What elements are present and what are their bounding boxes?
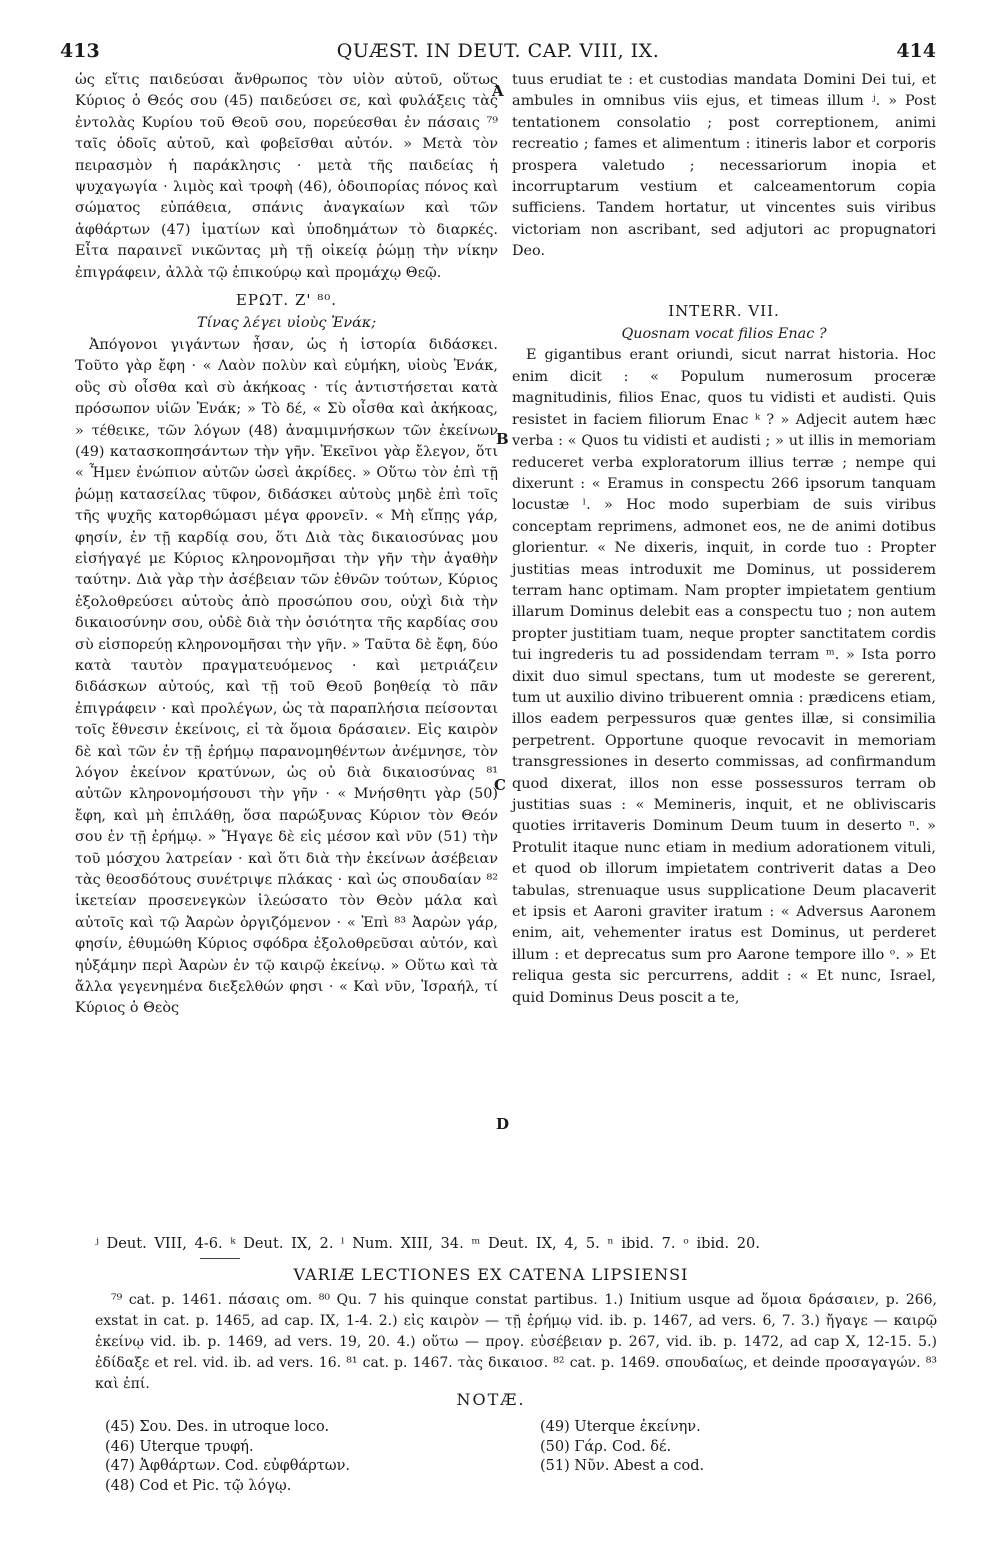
note-item: (48) Cod et Pic. τῷ λόγῳ. <box>105 1477 292 1494</box>
running-title: QUÆST. IN DEUT. CAP. VIII, IX. <box>336 40 660 62</box>
margin-mark-b: B <box>496 430 509 448</box>
latin-section-heading: INTERR. VII. <box>668 301 780 320</box>
margin-mark-d: D <box>496 1115 510 1133</box>
note-item: (45) Σου. Des. in utroque loco. <box>105 1419 330 1435</box>
note-item: (46) Uterque τρυφή. <box>105 1438 254 1455</box>
note-item: (50) Γάρ. Cod. δέ. <box>540 1438 672 1455</box>
notes-left-column <box>105 1418 505 1496</box>
latin-column <box>512 70 936 1009</box>
greek-section-title: Τίνας λέγει υἱοὺς Ἐνάκ; <box>196 315 377 332</box>
scripture-references: ʲ Deut. VIII, 4-6. ᵏ Deut. IX, 2. ˡ Num. XIII, 34. ᵐ Deut. IX, 4, 5. ⁿ ibid. 7. ᵒ ibid. 20. <box>95 1235 760 1252</box>
latin-body-paragraph: E gigantibus erant oriundi, sicut narrat historia. Hoc enim dicit : « Populum numerosum proceræ magnitudinis, filios Enac, quos tu vidisti et audisti. Quis resistet in faciem filiorum Enac ᵏ ? » Adjecit autem hæc verba : « Quos tu vidisti et audisti ; » ut illis in memoriam reduceret verba exploratorum illius terræ ; nempe qui dixerunt : « Eramus in conspectu 266 ipsorum tanquam locustæ ˡ. » Hoc modo superbiam de suis viribus conceptam reprimens, admonet eos, ne de animi dotibus glorientur. « Ne dixeris, inquit, in corde tuo : Propter justitias meas introduxit me Dominus, ut possiderem terram hanc optimam. Nam propter impietatem gentium illarum Dominus delebit eas a conspectu tuo ; non autem propter justitiam tuam, neque propter sanctitatem cordis tui ingrederis tu ad possidendam terram ᵐ. » Ista porro dixit duo simul spectans, tum ut modeste se gererent, tum ut auxilio divino tribuerent omnia : prædicens etiam, illos eadem perpessuros quæ gentes illæ, si consimilia perpetrent. Opportune quoque revocavit in memoriam transgressiones in deserto commissas, ad confirmandum quod dixerat, illos non esse possessuros terram ob justitias suas : « Memineris, inquit, et ne obliviscaris quoties irritaveris Dominum Deum tuum in deserto ⁿ. » Protulit itaque nunc etiam in medium adorationem vituli, et quod ob illorum impietatem contriverit datas a Deo tabulas, strenuaque usus supplicatione Deum placaverit et ipsis et Aaroni graviter iratum : « Adversus Aaronem enim, ait, vehementer iratus est Dominus, ut perderet illum : et deprecatus sum pro Aarone tempore illo ᵒ. » Et reliqua gesta sic percurrens, addit : « Et nunc, Israel, quid Dominus Deus poscit a te, <box>512 347 936 1006</box>
footnote-rule <box>200 1258 240 1259</box>
greek-section-heading: ΕΡΩΤ. Ζ' ⁸⁰. <box>235 291 338 310</box>
latin-section-title: Quosnam vocat filios Enac ? <box>621 326 827 343</box>
note-item: (49) Uterque ἐκείνην. <box>540 1419 701 1435</box>
variae-lectiones-title: VARIÆ LECTIONES EX CATENA LIPSIENSI <box>293 1265 689 1284</box>
greek-body-paragraph: Ἀπόγονοι γιγάντων ἦσαν, ὡς ἡ ἱστορία διδάσκει. Τοῦτο γὰρ ἔφη · « Λαὸν πολὺν καὶ εὐμήκη, υἱοὺς Ἐνάκ, οὓς σὺ οἶσθα καὶ σὺ ἀκήκοας · τίς ἀντιστήσεται κατὰ πρόσωπον υἱῶν Ἐνάκ; » Τὸ δέ, « Σὺ οἶσθα καὶ ἀκήκοας, » τέθεικε, τῶν λόγων (48) ἀναμιμνήσκων τῶν ἐκείνων (49) κατασκοπησάντων τὴν γῆν. Ἐκεῖνοι γὰρ ἔλεγον, ὅτι « Ἦμεν ἐνώπιον αὐτῶν ὡσεὶ ἀκρίδες. » Οὕτω τὸν ἐπὶ τῇ ῥώμῃ κατασείλας τῦφον, διδάσκει αὐτοὺς μηδὲ ἐπὶ τοῖς τῆς ψυχῆς κατορθώμασι μέγα φρονεῖν. « Μὴ εἴπῃς γάρ, φησίν, ἐν τῇ καρδίᾳ σου, ὅτι Διὰ τὰς δικαιοσύνας μου εἰσήγαγέ με Κύριος κληρονομῆσαι τὴν γῆν τὴν ἀγαθὴν ταύτην. Διὰ γὰρ τὴν ἀσέβειαν τῶν ἐθνῶν τούτων, Κύριος ἐξολοθρεύσει αὐτοὺς ἀπὸ προσώπου σου, οὐχὶ διὰ τὴν δικαιοσύνην σου, οὐδὲ διὰ τὴν ὁσιότητα τῆς καρδίας σου σὺ εἰσπορεύῃ κληρονομῆσαι τὴν γῆν. » Ταῦτα δὲ ἔφη, δύο κατὰ ταυτὸν πραγματευόμενος · καὶ μετριάζειν διδάσκων αὐτούς, καὶ τῇ τοῦ Θεοῦ βοηθείᾳ τὸ πᾶν ἐπιγράφειν · καὶ προλέγων, ὡς τὰ παραπλήσια πείσονται τοῖς ἔθνεσιν ἐκείνοις, εἰ τὰ ὅμοια δράσαιεν. Εἰς καιρὸν δὲ καὶ τῶν ἐν τῇ ἐρήμῳ παρανομηθέντων ἀνέμνησε, τὸν λόγον ἐκείνον κρατύνων, ὡς οὐ διὰ δικαιοσύνας ⁸¹ αὐτῶν κληρονομήσουσι τὴν γῆν · « Μνήσθητι γὰρ (50) ἔφη, καὶ μὴ ἐπιλάθῃ, ὅσα παρώξυνας Κύριον τὸν Θεόν σου ἐν τῇ ἐρήμῳ. » Ἤγαγε δὲ εἰς μέσον καὶ νῦν (51) τὴν τοῦ μόσχου λατρείαν · καὶ ὅτι διὰ τὴν ἐκείνων ἀσέβειαν τὰς θεοσδότους συνέτριψε πλάκας · καὶ ὡς σπουδαίαν ⁸² ἱκετείαν προσενεγκὼν ἱλεώσατο τὸν Θεὸν μάλα καὶ αὐτοῖς καὶ τῷ Ἀαρὼν ὀργιζόμενον · « Ἐπὶ ⁸³ Ἀαρὼν γάρ, φησίν, ἐθυμώθη Κύριος σφόδρα ἐξολοθρεῦσαι αὐτόν, καὶ ηὐξάμην περὶ Ἀαρὼν ἐν τῷ καιρῷ ἐκείνῳ. » Οὕτω καὶ τὰ ἄλλα γεγενημένα διεξελθών φησι · « Καὶ νῦν, Ἰσραήλ, τί Κύριος ὁ Θεὸς <box>75 336 498 1017</box>
greek-intro-paragraph: ὡς εἴτις παιδεύσαι ἄνθρωπος τὸν υἱὸν αὐτοῦ, οὕτως Κύριος ὁ Θεός σου (45) παιδεύσει σε, καὶ φυλάξεις τὰς ἐντολὰς Κυρίου τοῦ Θεοῦ σου, πορεύεσθαι ἐν πάσαις ⁷⁹ ταῖς ὁδοῖς αὐτοῦ, καὶ φοβεῖσθαι αὐτόν. » Μετὰ τὸν πειρασμὸν ἡ παράκλησις · μετὰ τῆς παιδείας ἡ ψυχαγωγία · λιμὸς καὶ τροφὴ (46), ὁδοιπορίας πόνος καὶ σώματος εὐπάθεια, σπάνις ἀναγκαίων καὶ τῶν ἀφθάρτων (47) ἱματίων καὶ ὑποδημάτων τὸ διαρκές. Εἶτα παραινεῖ νικῶντας μὴ τῇ οἰκείᾳ ῥώμῃ τὴν νίκην ἐπιγράφειν, ἀλλὰ τῷ ἐπικούρῳ καὶ προμάχῳ Θεῷ. <box>75 72 498 281</box>
latin-intro-paragraph: tuus erudiat te : et custodias mandata Domini Dei tui, et ambules in omnibus viis ejus, et timeas illum ʲ. » Post tentationem consolatio ; post correptionem, animi recreatio ; fames et alimentum : itineris labor et corporis prospera valetudo ; necessariorum inopia et incorruptarum vestium et calceamentorum copia sufficiens. Tandem hortatur, ut vincentes suis viribus victoriam non ascribant, sed adjutori ac propugnatori Deo. <box>512 72 936 260</box>
greek-column <box>75 70 498 1020</box>
margin-mark-c: C <box>494 776 506 794</box>
note-item: (51) Νῦν. Abest a cod. <box>540 1458 705 1474</box>
notes-right-column <box>540 1418 940 1477</box>
running-header <box>60 40 936 66</box>
variae-lectiones-text: ⁷⁹ cat. p. 1461. πάσαις om. ⁸⁰ Qu. 7 his quinque constat partibus. 1.) Initium usque ad ὅμοια δράσαιεν, p. 266, exstat in cat. p. 1465, ad cap. IX, 1-4. 2.) εἰς καιρὸν — τῇ ἐρήμῳ vid. ib. p. 1467, ad vers. 6, 7. 3.) ἤγαγε — καιρῷ ἐκείνῳ vid. ib. p. 1469, ad vers. 19, 20. 4.) οὕτω — προγ. εὐσέβειαν p. 267, vid. ib. p. 1472, ad cap X, 12-15. 5.) ἐδίδαξε et rel. vid. ib. ad vers. 16. ⁸¹ cat. p. 1467. τὰς δικαιοσ. ⁸² cat. p. 1469. σπουδαίως, et deinde προσαγαγών. ⁸³ καὶ ἐπί. <box>95 1292 937 1392</box>
notae-title: NOTÆ. <box>456 1390 526 1409</box>
variae-lectiones <box>95 1290 937 1395</box>
page-number-right: 414 <box>896 40 936 62</box>
margin-mark-a: A <box>492 82 504 100</box>
page-number-left: 413 <box>60 40 100 62</box>
note-item: (47) Ἀφθάρτων. Cod. εὐφθάρτων. <box>105 1458 351 1474</box>
